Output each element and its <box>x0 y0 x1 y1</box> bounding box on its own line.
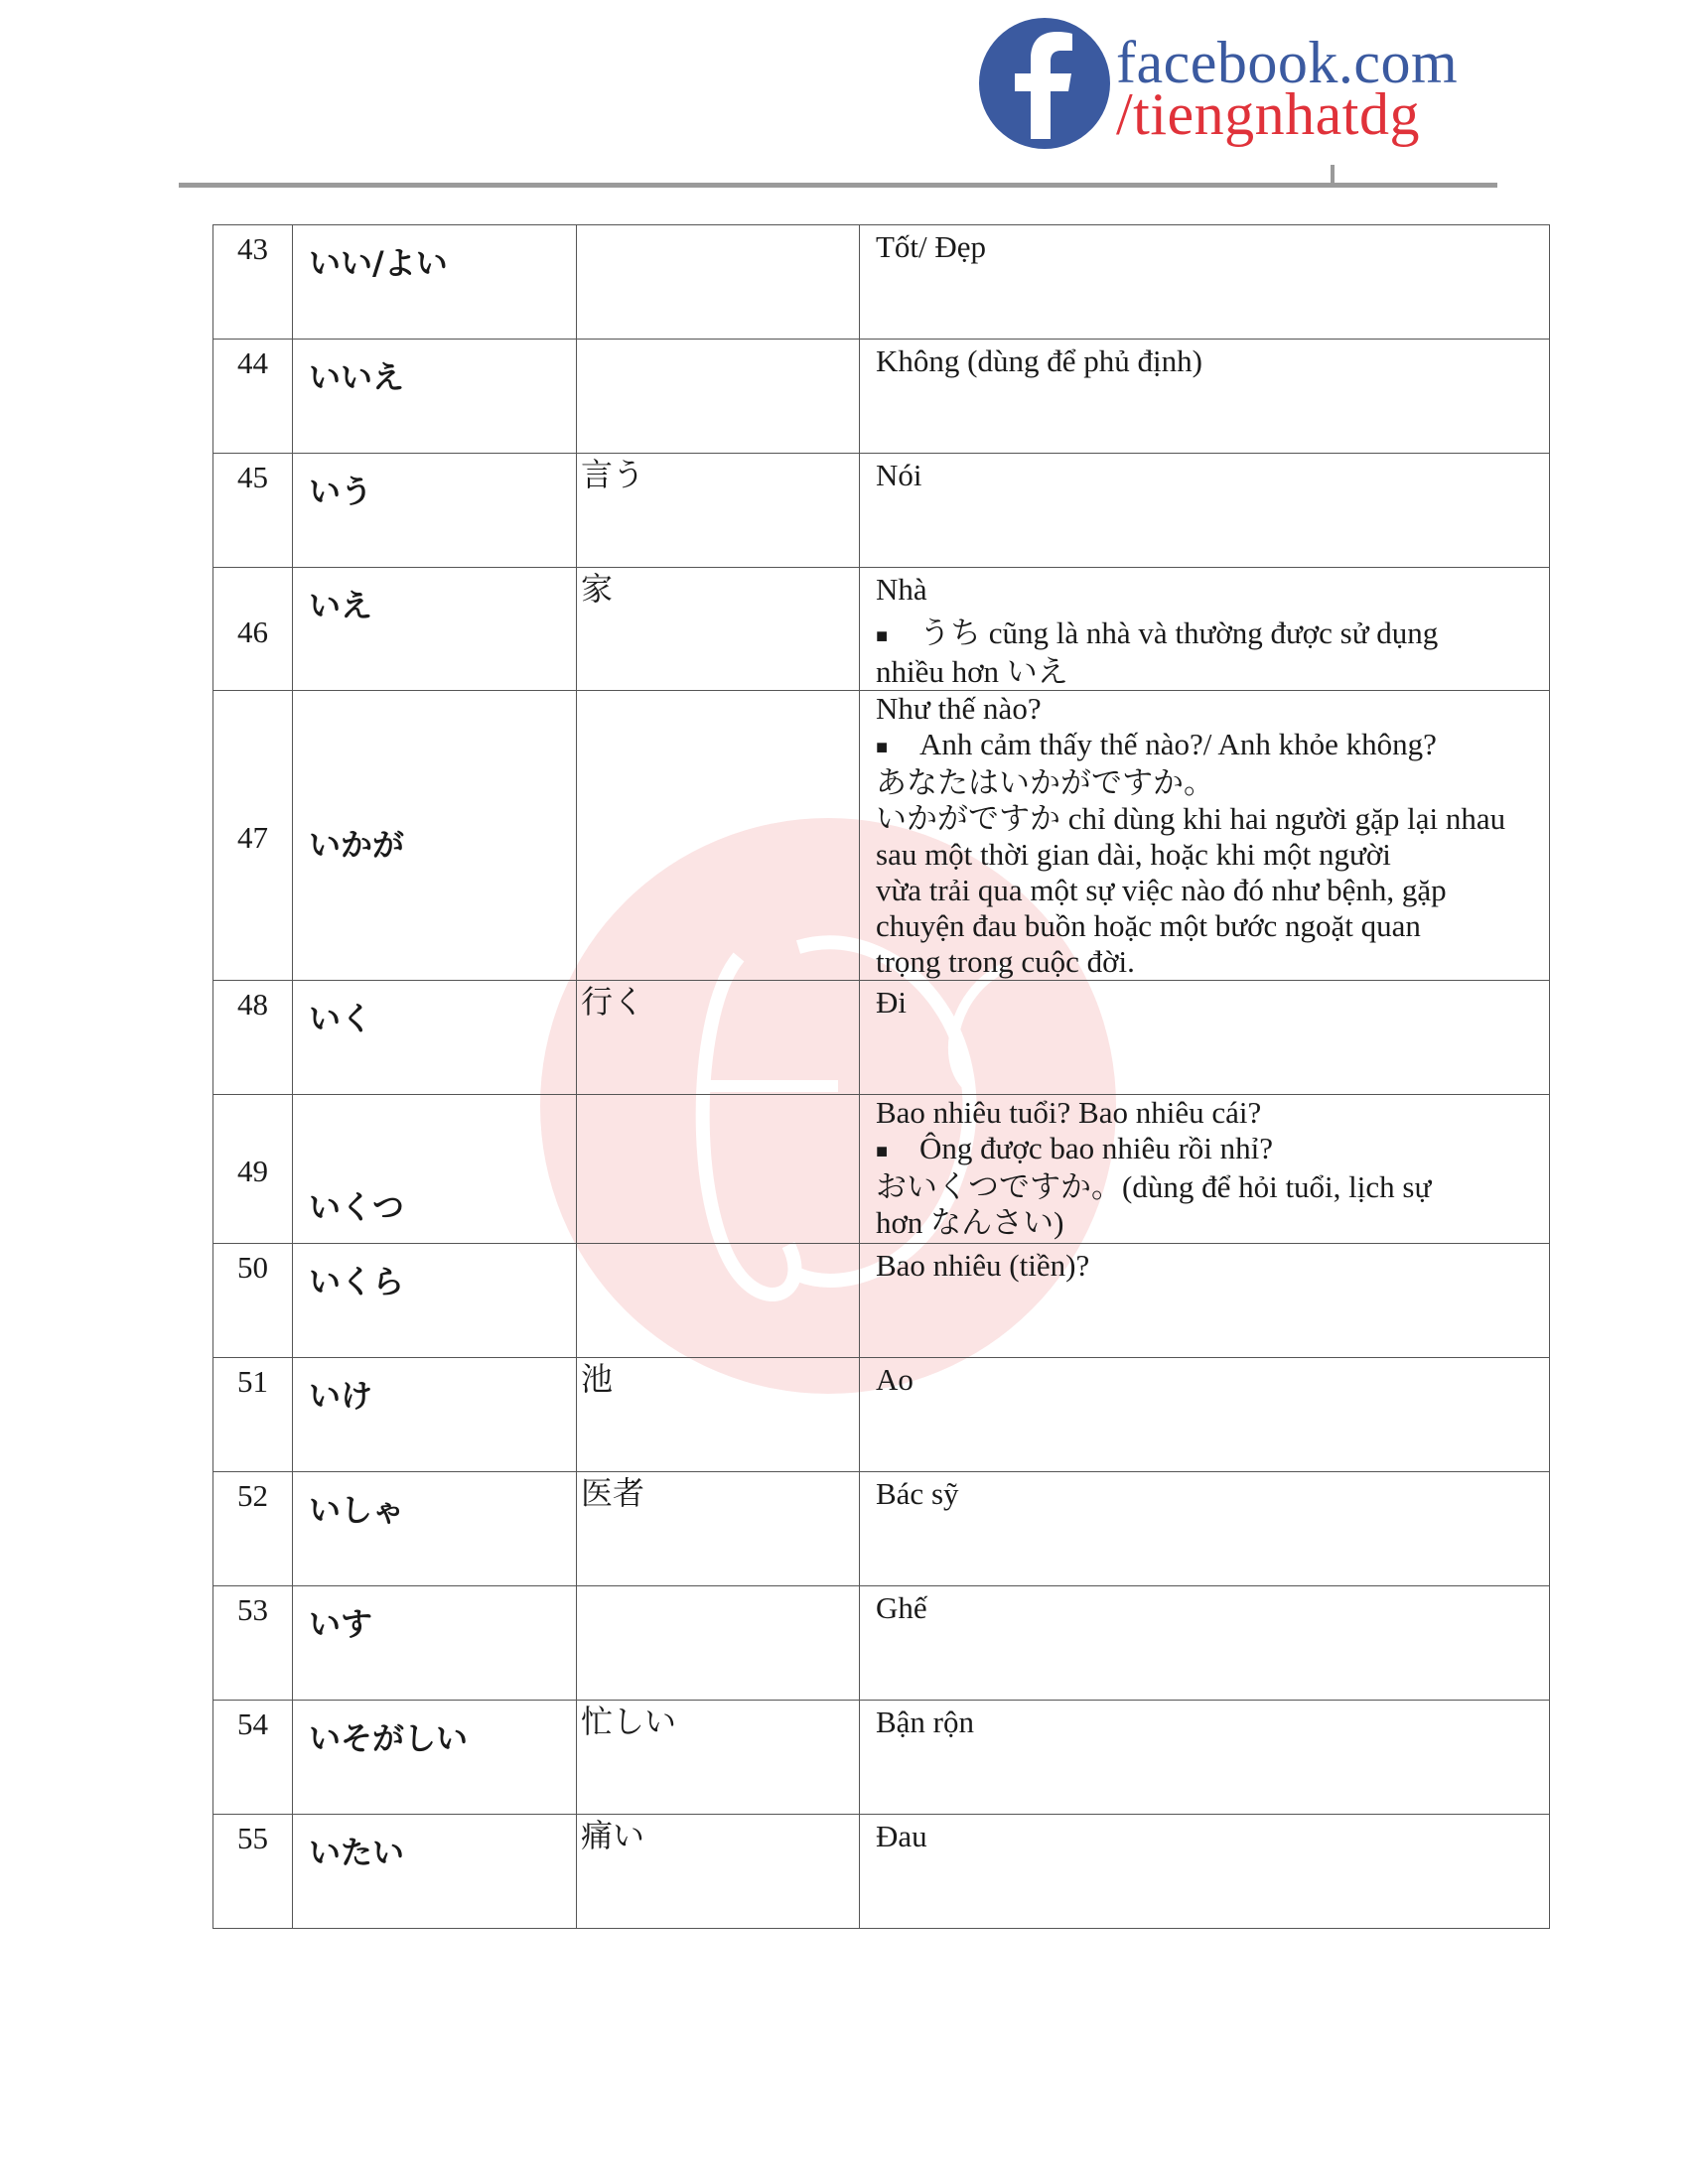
meaning-text: Như thế nào? <box>876 691 1042 726</box>
row-number-cell <box>213 1243 293 1357</box>
kanji-word <box>577 691 859 693</box>
bullet-icon: ■ <box>876 1140 889 1162</box>
row-number: 44 <box>237 345 268 380</box>
kanji-cell <box>577 1094 860 1243</box>
kanji-cell <box>577 1357 860 1471</box>
meaning-cell <box>860 1585 1550 1700</box>
meaning-cell <box>860 1700 1550 1814</box>
kana-cell <box>293 1585 577 1700</box>
kana-cell <box>293 1471 577 1585</box>
kana-word: いくら <box>309 1262 405 1300</box>
kanji-word <box>577 1244 859 1246</box>
kana-word: いくつ <box>309 1187 405 1226</box>
kanji-word <box>577 1586 859 1588</box>
page-header <box>0 0 1688 199</box>
meaning-text: Tốt/ Đẹp <box>876 229 987 264</box>
kana-word: いたい <box>309 1833 405 1871</box>
kana-word: いしゃ <box>309 1490 405 1529</box>
kana-cell <box>293 1243 577 1357</box>
kanji-word: 言う <box>581 457 645 492</box>
row-number-cell <box>213 225 293 340</box>
vocabulary-table <box>212 224 1550 1929</box>
kanji-word: 医者 <box>581 1474 645 1511</box>
row-number: 55 <box>237 1820 268 1855</box>
kanji-word: 行く <box>581 983 645 1020</box>
meaning-text: Không (dùng để phủ định) <box>876 343 1202 378</box>
meaning-text: Ghế <box>876 1589 927 1625</box>
kana-word: いす <box>309 1604 373 1643</box>
kana-word: いかが <box>309 826 405 865</box>
kanji-cell <box>577 340 860 454</box>
meaning-cell <box>860 1471 1550 1585</box>
meaning-text: Nhà <box>876 572 927 607</box>
table-row <box>213 340 1550 454</box>
meaning-bullet: Anh cảm thấy thế nào?/ Anh khỏe không? <box>919 727 1437 761</box>
row-number: 54 <box>237 1706 268 1741</box>
meaning-text: Ao <box>876 1361 914 1397</box>
kanji-cell <box>577 225 860 340</box>
row-number: 51 <box>237 1363 268 1399</box>
meaning-cell <box>860 454 1550 568</box>
table-row <box>213 980 1550 1094</box>
row-number: 48 <box>237 986 268 1022</box>
meaning-note: nhiều hơn いえ <box>876 653 1068 689</box>
kana-word: いえ <box>309 587 373 624</box>
meaning-text: Nói <box>876 458 922 492</box>
meaning-bullet: Ông được bao nhiêu rồi nhỉ? <box>919 1130 1274 1165</box>
meaning-cell <box>860 225 1550 340</box>
meaning-note: いかがですか chỉ dùng khi hai người gặp lại nhau <box>876 800 1506 836</box>
table-row <box>213 691 1550 981</box>
header-rule-tick <box>1331 165 1335 185</box>
meaning-note: あなたはいかがですか。 <box>876 764 1214 800</box>
row-number-cell <box>213 1700 293 1814</box>
row-number-cell <box>213 980 293 1094</box>
meaning-note: vừa trải qua một sự việc nào đó như bệnh, gặp <box>876 872 1447 907</box>
facebook-icon[interactable] <box>979 18 1110 149</box>
kanji-cell <box>577 568 860 691</box>
row-number-cell <box>213 691 293 981</box>
bullet-icon: ■ <box>876 624 889 647</box>
table-row <box>213 1357 1550 1471</box>
meaning-cell <box>860 340 1550 454</box>
row-number: 49 <box>237 1154 268 1189</box>
kanji-cell <box>577 980 860 1094</box>
meaning-cell <box>860 1814 1550 1928</box>
row-number: 47 <box>237 820 268 856</box>
row-number-cell <box>213 568 293 691</box>
meaning-text: Đau <box>876 1818 927 1853</box>
meaning-bullet-line <box>876 615 1549 654</box>
table-row <box>213 1814 1550 1928</box>
kanji-word: 池 <box>581 1360 614 1397</box>
kana-cell <box>293 340 577 454</box>
table-row <box>213 1243 1550 1357</box>
meaning-text: Bao nhiêu tuổi? Bao nhiêu cái? <box>876 1094 1262 1130</box>
table-row <box>213 1700 1550 1814</box>
kanji-cell <box>577 1585 860 1700</box>
meaning-text: Bao nhiêu (tiền)? <box>876 1247 1090 1283</box>
kana-cell <box>293 1094 577 1243</box>
kana-cell <box>293 1357 577 1471</box>
kana-cell <box>293 568 577 691</box>
row-number-cell <box>213 1357 293 1471</box>
table-row <box>213 1585 1550 1700</box>
meaning-cell <box>860 1357 1550 1471</box>
kanji-word <box>577 225 859 227</box>
meaning-cell <box>860 1094 1550 1243</box>
meaning-text: Bận rộn <box>876 1704 975 1739</box>
meaning-cell <box>860 1243 1550 1357</box>
row-number: 45 <box>237 460 268 494</box>
meaning-cell <box>860 980 1550 1094</box>
meaning-note: hơn なんさい) <box>876 1204 1064 1240</box>
kanji-word: 痛い <box>581 1817 645 1853</box>
kana-cell <box>293 454 577 568</box>
row-number-cell <box>213 340 293 454</box>
kanji-cell <box>577 691 860 981</box>
meaning-cell <box>860 568 1550 691</box>
kana-cell <box>293 980 577 1094</box>
kana-cell <box>293 225 577 340</box>
row-number-cell <box>213 1094 293 1243</box>
kanji-word <box>577 1095 859 1097</box>
table-row <box>213 1094 1550 1243</box>
meaning-note: trọng trong cuộc đời. <box>876 943 1135 979</box>
row-number: 50 <box>237 1249 268 1285</box>
kanji-cell <box>577 1471 860 1585</box>
table-row <box>213 568 1550 691</box>
meaning-cell <box>860 691 1550 981</box>
kana-word: いく <box>309 999 373 1037</box>
kanji-cell <box>577 454 860 568</box>
meaning-text: Bác sỹ <box>876 1475 959 1511</box>
kana-cell <box>293 1814 577 1928</box>
kana-cell <box>293 1700 577 1814</box>
row-number: 53 <box>237 1591 268 1627</box>
row-number-cell <box>213 1585 293 1700</box>
vocabulary-table-body <box>213 225 1550 1929</box>
kana-word: いう <box>309 473 373 510</box>
brand-line2[interactable]: /tiengnhatdg <box>1116 81 1420 147</box>
kanji-cell <box>577 1814 860 1928</box>
kana-word: いそがしい <box>309 1718 469 1757</box>
row-number: 52 <box>237 1477 268 1513</box>
meaning-note: chuyện đau buồn hoặc một bước ngoặt quan <box>876 907 1421 943</box>
row-number: 43 <box>237 231 268 266</box>
kana-word: いいえ <box>309 358 405 396</box>
kanji-cell <box>577 1243 860 1357</box>
table-row <box>213 454 1550 568</box>
kanji-word: 家 <box>581 571 614 607</box>
brand-line1[interactable]: facebook.com <box>1116 30 1459 95</box>
bullet-icon: ■ <box>876 736 889 758</box>
kana-cell <box>293 691 577 981</box>
kanji-word: 忙しい <box>581 1703 677 1739</box>
meaning-bullet-line <box>876 1131 1549 1169</box>
meaning-bullet-line <box>876 727 1549 765</box>
table-row <box>213 1471 1550 1585</box>
meaning-text: Đi <box>876 984 907 1020</box>
kana-word: いい/よい <box>309 244 448 282</box>
row-number: 46 <box>237 614 268 649</box>
kana-word: いけ <box>309 1376 373 1415</box>
row-number-cell <box>213 1471 293 1585</box>
row-number-cell <box>213 1814 293 1928</box>
meaning-note: sau một thời gian dài, hoặc khi một người <box>876 836 1391 872</box>
header-divider <box>179 183 1497 188</box>
meaning-note: おいくつですか。(dùng để hỏi tuổi, lịch sự <box>876 1168 1432 1204</box>
table-row <box>213 225 1550 340</box>
row-number-cell <box>213 454 293 568</box>
meaning-bullet: うち cũng là nhà và thường được sử dụng <box>919 615 1439 650</box>
kanji-word <box>577 340 859 341</box>
kanji-cell <box>577 1700 860 1814</box>
